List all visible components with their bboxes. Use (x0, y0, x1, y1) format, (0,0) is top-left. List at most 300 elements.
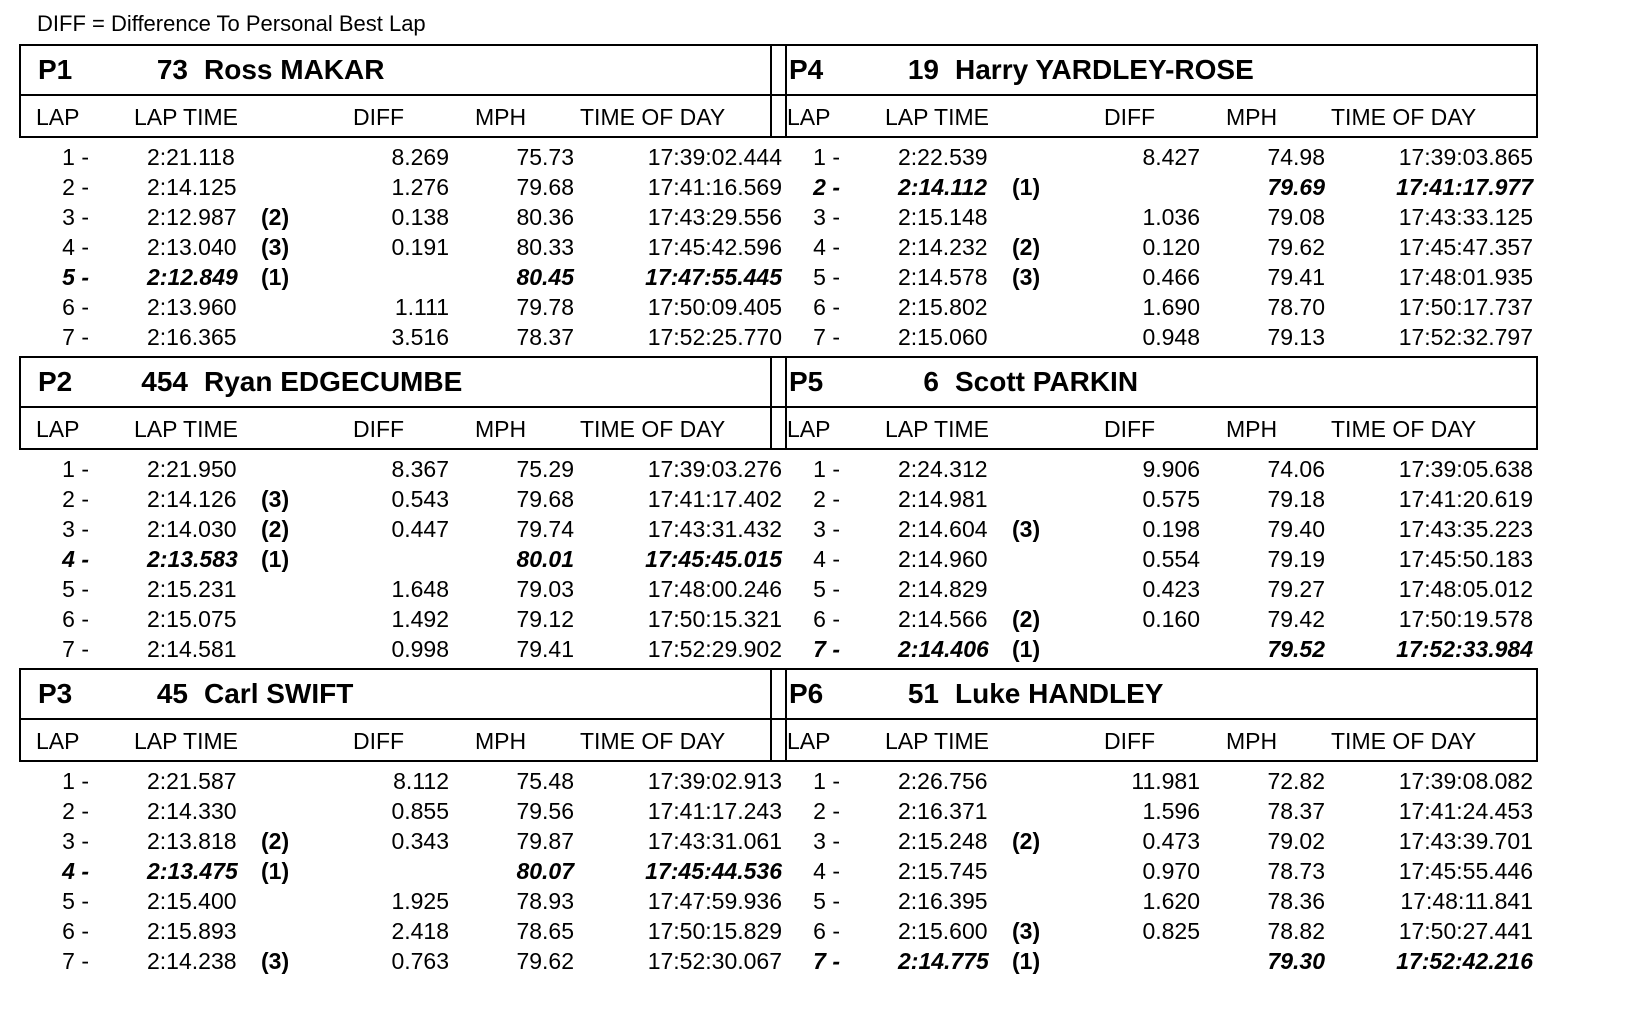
lap-diff: 1.690 (1142, 294, 1200, 320)
lap-row (19, 828, 787, 858)
column-header-lap: LAP (36, 728, 80, 754)
time-of-day: 17:50:09.405 (647, 294, 782, 320)
lap-time: 2:14.030 (147, 516, 237, 542)
lap-mph: 80.07 (516, 858, 574, 884)
lap-row (770, 888, 1538, 918)
lap-mph: 79.62 (516, 948, 574, 974)
lap-number: 3 - (62, 516, 89, 542)
driver-panel (770, 356, 1538, 662)
lap-number: 7 - (813, 948, 840, 974)
header-divider (21, 718, 785, 720)
lap-mph: 79.27 (1267, 576, 1325, 602)
driver-name: Luke HANDLEY (955, 678, 1164, 709)
car-number: 454 (141, 366, 188, 397)
lap-time: 2:15.600 (898, 918, 988, 944)
car-number: 51 (907, 678, 939, 709)
time-of-day: 17:52:25.770 (647, 324, 782, 350)
lap-row (19, 636, 787, 666)
lap-rank: (1) (261, 858, 290, 884)
lap-row (19, 294, 787, 324)
lap-time: 2:21.950 (147, 456, 237, 482)
lap-time: 2:15.745 (898, 858, 988, 884)
lap-time: 2:14.112 (898, 174, 988, 200)
time-of-day: 17:52:30.067 (647, 948, 782, 974)
lap-row (19, 576, 787, 606)
lap-number: 7 - (62, 636, 89, 662)
time-of-day: 17:41:24.453 (1398, 798, 1533, 824)
lap-time: 2:22.539 (898, 144, 988, 170)
lap-number: 1 - (813, 456, 840, 482)
lap-diff: 11.981 (1131, 768, 1200, 794)
column-header-lap: LAP (787, 728, 831, 754)
lap-time: 2:14.232 (898, 234, 988, 260)
time-of-day: 17:43:31.432 (647, 516, 782, 542)
lap-number: 2 - (62, 174, 89, 200)
lap-diff: 9.906 (1142, 456, 1200, 482)
lap-number: 6 - (62, 606, 89, 632)
lap-time: 2:15.893 (147, 918, 237, 944)
lap-rank: (1) (1012, 174, 1041, 200)
lap-row (770, 324, 1538, 354)
lap-diff: 3.516 (391, 324, 449, 350)
lap-number: 6 - (62, 918, 89, 944)
lap-rank: (2) (1012, 234, 1041, 260)
lap-number: 1 - (62, 768, 89, 794)
time-of-day: 17:39:02.913 (647, 768, 782, 794)
time-of-day: 17:43:35.223 (1398, 516, 1533, 542)
lap-rows (770, 768, 1538, 978)
lap-row (770, 768, 1538, 798)
time-of-day: 17:47:59.936 (647, 888, 782, 914)
lap-mph: 79.62 (1267, 234, 1325, 260)
column-header-diff: DIFF (1104, 416, 1156, 442)
driver-name: Ryan EDGECUMBE (204, 366, 463, 397)
lap-mph: 80.36 (516, 204, 574, 230)
lap-diff: 0.343 (391, 828, 449, 854)
lap-row (770, 606, 1538, 636)
time-of-day: 17:43:31.061 (647, 828, 782, 854)
time-of-day: 17:45:44.536 (645, 858, 782, 884)
column-header-mph: MPH (1226, 104, 1278, 130)
lap-mph: 78.37 (516, 324, 574, 350)
lap-time: 2:14.238 (147, 948, 237, 974)
lap-diff: 0.763 (391, 948, 449, 974)
driver-panel (770, 44, 1538, 350)
lap-mph: 79.42 (1267, 606, 1325, 632)
lap-mph: 79.68 (516, 486, 574, 512)
lap-time: 2:14.960 (898, 546, 988, 572)
column-header-diff: DIFF (353, 416, 405, 442)
lap-row (19, 204, 787, 234)
lap-mph: 79.12 (516, 606, 574, 632)
lap-mph: 72.82 (1267, 768, 1325, 794)
driver-name: Ross MAKAR (204, 54, 385, 85)
time-of-day: 17:52:29.902 (647, 636, 782, 662)
lap-number: 7 - (62, 324, 89, 350)
lap-time: 2:24.312 (898, 456, 988, 482)
time-of-day: 17:43:29.556 (647, 204, 782, 230)
lap-number: 5 - (813, 576, 840, 602)
lap-diff: 0.138 (391, 204, 449, 230)
lap-rank: (2) (1012, 606, 1041, 632)
lap-time: 2:13.040 (147, 234, 237, 260)
lap-time: 2:14.604 (898, 516, 988, 542)
lap-number: 5 - (813, 264, 840, 290)
lap-diff: 0.825 (1142, 918, 1200, 944)
lap-time: 2:16.371 (898, 798, 988, 824)
lap-diff: 8.112 (393, 768, 449, 794)
lap-number: 4 - (813, 858, 840, 884)
lap-diff: 2.418 (391, 918, 449, 944)
driver-header (770, 668, 1538, 762)
lap-time: 2:14.581 (147, 636, 237, 662)
lap-time: 2:21.587 (147, 768, 237, 794)
lap-number: 5 - (62, 576, 89, 602)
lap-row (770, 486, 1538, 516)
driver-panel (770, 668, 1538, 974)
lap-time: 2:26.756 (898, 768, 988, 794)
lap-row (770, 204, 1538, 234)
car-number: 73 (156, 54, 188, 85)
column-header-lap-time: LAP TIME (885, 416, 989, 442)
time-of-day: 17:41:20.619 (1398, 486, 1533, 512)
lap-time: 2:16.395 (898, 888, 988, 914)
lap-row (19, 768, 787, 798)
lap-mph: 79.74 (516, 516, 574, 542)
lap-row (770, 918, 1538, 948)
lap-mph: 79.56 (516, 798, 574, 824)
lap-mph: 79.08 (1267, 204, 1325, 230)
lap-mph: 78.36 (1267, 888, 1325, 914)
position-label: P1 (38, 54, 73, 85)
time-of-day: 17:52:42.216 (1396, 948, 1533, 974)
lap-rank: (1) (261, 264, 290, 290)
column-header-time-of_day: TIME OF DAY (580, 104, 726, 130)
lap-row (770, 798, 1538, 828)
lap-time: 2:12.987 (147, 204, 237, 230)
lap-diff: 0.447 (391, 516, 449, 542)
lap-diff: 8.427 (1142, 144, 1200, 170)
column-header-diff: DIFF (1104, 728, 1156, 754)
lap-row (770, 828, 1538, 858)
lap-mph: 79.78 (516, 294, 574, 320)
lap-row (770, 516, 1538, 546)
lap-rank: (3) (1012, 918, 1041, 944)
lap-time: 2:14.578 (898, 264, 988, 290)
time-of-day: 17:39:03.276 (647, 456, 782, 482)
lap-mph: 78.65 (516, 918, 574, 944)
lap-number: 2 - (62, 486, 89, 512)
column-header-mph: MPH (475, 416, 527, 442)
lap-row (770, 174, 1538, 204)
lap-mph: 79.52 (1267, 636, 1325, 662)
lap-diff: 0.473 (1142, 828, 1200, 854)
lap-row (19, 888, 787, 918)
lap-number: 5 - (62, 264, 89, 290)
lap-diff: 1.276 (391, 174, 449, 200)
time-of-day: 17:41:17.977 (1396, 174, 1533, 200)
time-of-day: 17:47:55.445 (645, 264, 782, 290)
column-header-mph: MPH (475, 728, 527, 754)
lap-number: 3 - (813, 516, 840, 542)
lap-time: 2:13.475 (147, 858, 238, 884)
lap-time: 2:15.060 (898, 324, 988, 350)
lap-diff: 1.036 (1142, 204, 1200, 230)
time-of-day: 17:50:19.578 (1398, 606, 1533, 632)
lap-mph: 78.73 (1267, 858, 1325, 884)
lap-rows (19, 456, 787, 666)
lap-rank: (3) (1012, 516, 1041, 542)
lap-time: 2:14.981 (898, 486, 988, 512)
lap-number: 3 - (813, 828, 840, 854)
lap-rank: (3) (1012, 264, 1041, 290)
driver-header (770, 44, 1538, 138)
lap-number: 3 - (62, 204, 89, 230)
lap-number: 6 - (62, 294, 89, 320)
time-of-day: 17:45:42.596 (647, 234, 782, 260)
lap-row (770, 264, 1538, 294)
lap-time: 2:14.566 (898, 606, 988, 632)
lap-rank: (2) (1012, 828, 1041, 854)
time-of-day: 17:52:33.984 (1396, 636, 1533, 662)
header-divider (772, 718, 1536, 720)
lap-row (19, 858, 787, 888)
position-label: P2 (38, 366, 73, 397)
time-of-day: 17:48:05.012 (1398, 576, 1533, 602)
lap-number: 7 - (813, 636, 840, 662)
lap-mph: 80.01 (516, 546, 574, 572)
lap-diff: 1.596 (1142, 798, 1200, 824)
lap-diff: 1.620 (1142, 888, 1200, 914)
position-label: P3 (38, 678, 73, 709)
lap-time: 2:14.330 (147, 798, 237, 824)
header-divider (21, 406, 785, 408)
time-of-day: 17:48:11.841 (1400, 888, 1533, 914)
column-header-diff: DIFF (1104, 104, 1156, 130)
column-header-time-of_day: TIME OF DAY (1331, 728, 1477, 754)
lap-number: 2 - (62, 798, 89, 824)
column-header-time-of_day: TIME OF DAY (1331, 416, 1477, 442)
lap-row (19, 234, 787, 264)
header-divider (772, 406, 1536, 408)
header-divider (21, 94, 785, 96)
lap-time: 2:15.802 (898, 294, 988, 320)
lap-rows (19, 144, 787, 354)
lap-row (19, 546, 787, 576)
lap-time: 2:13.960 (147, 294, 237, 320)
lap-rank: (1) (1012, 948, 1041, 974)
column-header-mph: MPH (475, 104, 527, 130)
lap-mph: 79.68 (516, 174, 574, 200)
driver-panel (19, 668, 787, 974)
lap-number: 7 - (813, 324, 840, 350)
lap-mph: 74.98 (1267, 144, 1325, 170)
lap-rank: (3) (261, 948, 290, 974)
lap-diff: 0.948 (1142, 324, 1200, 350)
position-label: P6 (789, 678, 824, 709)
time-of-day: 17:50:15.321 (647, 606, 782, 632)
lap-mph: 79.40 (1267, 516, 1325, 542)
time-of-day: 17:48:01.935 (1398, 264, 1533, 290)
time-of-day: 17:50:27.441 (1398, 918, 1533, 944)
lap-rank: (3) (261, 486, 290, 512)
lap-mph: 78.93 (516, 888, 574, 914)
lap-number: 4 - (62, 858, 89, 884)
column-header-mph: MPH (1226, 416, 1278, 442)
driver-header (19, 668, 787, 762)
lap-diff: 0.998 (391, 636, 449, 662)
lap-time: 2:14.829 (898, 576, 988, 602)
lap-rank: (3) (261, 234, 290, 260)
lap-row (770, 858, 1538, 888)
time-of-day: 17:43:33.125 (1398, 204, 1533, 230)
lap-number: 1 - (62, 144, 89, 170)
time-of-day: 17:41:17.402 (647, 486, 782, 512)
lap-time: 2:15.075 (147, 606, 237, 632)
column-header-time-of_day: TIME OF DAY (580, 728, 726, 754)
lap-diff: 1.111 (394, 294, 449, 320)
lap-row (770, 456, 1538, 486)
lap-diff: 1.648 (391, 576, 449, 602)
lap-number: 7 - (62, 948, 89, 974)
lap-diff: 0.466 (1142, 264, 1200, 290)
position-label: P4 (789, 54, 824, 85)
lap-time: 2:15.231 (147, 576, 237, 602)
lap-mph: 79.18 (1267, 486, 1325, 512)
driver-name: Scott PARKIN (955, 366, 1139, 397)
lap-mph: 78.82 (1267, 918, 1325, 944)
time-of-day: 17:39:08.082 (1398, 768, 1533, 794)
column-header-lap-time: LAP TIME (134, 104, 238, 130)
lap-row (770, 576, 1538, 606)
lap-row (19, 324, 787, 354)
lap-diff: 8.367 (391, 456, 449, 482)
lap-time: 2:12.849 (147, 264, 238, 290)
lap-mph: 79.30 (1267, 948, 1325, 974)
lap-time: 2:15.400 (147, 888, 237, 914)
column-header-lap-time: LAP TIME (885, 728, 989, 754)
column-header-diff: DIFF (353, 104, 405, 130)
lap-diff: 0.191 (391, 234, 449, 260)
lap-number: 6 - (813, 606, 840, 632)
column-header-mph: MPH (1226, 728, 1278, 754)
column-header-lap-time: LAP TIME (885, 104, 989, 130)
lap-diff: 1.925 (391, 888, 449, 914)
lap-number: 4 - (813, 234, 840, 260)
lap-rank: (1) (1012, 636, 1041, 662)
column-header-lap: LAP (36, 104, 80, 130)
lap-rank: (2) (261, 204, 290, 230)
lap-mph: 80.33 (516, 234, 574, 260)
lap-row (19, 606, 787, 636)
column-header-lap: LAP (36, 416, 80, 442)
time-of-day: 17:43:39.701 (1398, 828, 1533, 854)
lap-number: 4 - (62, 234, 89, 260)
lap-mph: 78.37 (1267, 798, 1325, 824)
driver-header (770, 356, 1538, 450)
lap-row (19, 918, 787, 948)
lap-mph: 79.41 (1267, 264, 1325, 290)
lap-number: 4 - (62, 546, 89, 572)
lap-time: 2:13.583 (147, 546, 238, 572)
lap-row (770, 234, 1538, 264)
lap-rows (770, 144, 1538, 354)
lap-rank: (2) (261, 828, 290, 854)
lap-row (19, 948, 787, 978)
lap-diff: 0.423 (1142, 576, 1200, 602)
diff-legend: DIFF = Difference To Personal Best Lap (37, 11, 426, 36)
lap-diff: 0.970 (1142, 858, 1200, 884)
lap-rows (770, 456, 1538, 666)
lap-mph: 78.70 (1267, 294, 1325, 320)
column-header-diff: DIFF (353, 728, 405, 754)
lap-row (770, 546, 1538, 576)
lap-diff: 0.543 (391, 486, 449, 512)
time-of-day: 17:39:03.865 (1398, 144, 1533, 170)
car-number: 19 (907, 54, 939, 85)
lap-row (770, 948, 1538, 978)
lap-row (19, 798, 787, 828)
lap-mph: 75.73 (516, 144, 574, 170)
lap-number: 6 - (813, 294, 840, 320)
column-header-time-of_day: TIME OF DAY (1331, 104, 1477, 130)
time-of-day: 17:45:45.015 (645, 546, 782, 572)
time-of-day: 17:41:17.243 (647, 798, 782, 824)
lap-number: 6 - (813, 918, 840, 944)
column-header-lap: LAP (787, 416, 831, 442)
lap-row (19, 456, 787, 486)
time-of-day: 17:39:05.638 (1398, 456, 1533, 482)
lap-row (19, 516, 787, 546)
lap-diff: 0.160 (1142, 606, 1200, 632)
lap-diff: 0.554 (1142, 546, 1200, 572)
time-of-day: 17:50:17.737 (1398, 294, 1533, 320)
lap-number: 3 - (813, 204, 840, 230)
lap-time: 2:14.406 (898, 636, 989, 662)
lap-row (19, 144, 787, 174)
lap-number: 5 - (62, 888, 89, 914)
lap-diff: 0.120 (1142, 234, 1200, 260)
lap-mph: 74.06 (1267, 456, 1325, 482)
time-of-day: 17:39:02.444 (647, 144, 782, 170)
lap-row (770, 294, 1538, 324)
driver-panel (19, 356, 787, 662)
lap-mph: 79.03 (516, 576, 574, 602)
header-divider (772, 94, 1536, 96)
lap-number: 5 - (813, 888, 840, 914)
position-label: P5 (789, 366, 824, 397)
lap-mph: 80.45 (516, 264, 574, 290)
time-of-day: 17:45:50.183 (1398, 546, 1533, 572)
lap-rank: (1) (261, 546, 290, 572)
lap-number: 1 - (62, 456, 89, 482)
driver-name: Carl SWIFT (204, 678, 354, 709)
lap-mph: 79.19 (1267, 546, 1325, 572)
lap-time: 2:16.365 (147, 324, 237, 350)
lap-mph: 79.87 (516, 828, 574, 854)
lap-time: 2:13.818 (147, 828, 237, 854)
lap-mph: 79.02 (1267, 828, 1325, 854)
driver-header (19, 356, 787, 450)
time-of-day: 17:52:32.797 (1398, 324, 1533, 350)
lap-number: 2 - (813, 798, 840, 824)
lap-mph: 75.48 (516, 768, 574, 794)
lap-diff: 0.855 (391, 798, 449, 824)
car-number: 6 (923, 366, 939, 397)
column-header-lap-time: LAP TIME (134, 416, 238, 442)
lap-number: 1 - (813, 768, 840, 794)
lap-number: 3 - (62, 828, 89, 854)
